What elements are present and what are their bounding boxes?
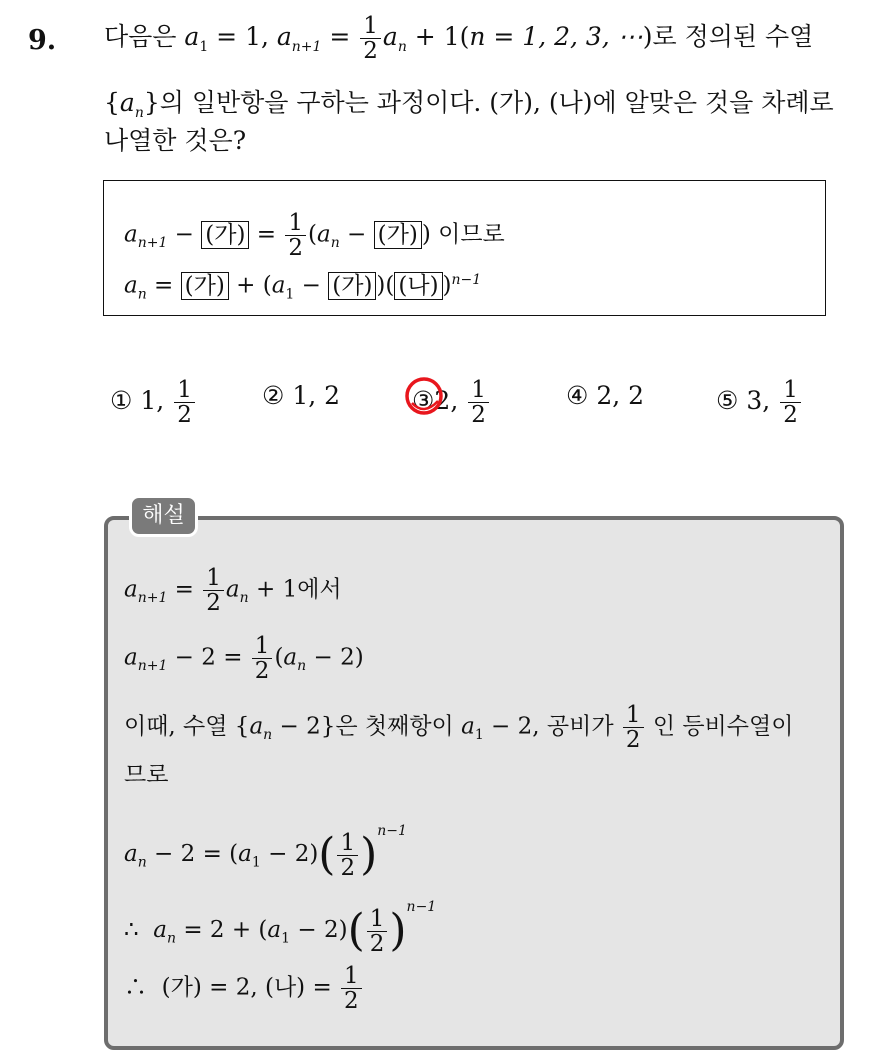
fraction: $\frac{1}{2}$	[285, 211, 306, 260]
fraction: $\frac{1}{2}$	[337, 831, 358, 880]
fraction: $\frac{1}{2}$	[780, 378, 801, 427]
fraction: $\frac{1}{2}$	[623, 703, 644, 752]
solution-line-5: $a_n - 2 = (a_1 - 2)$( $\frac{1}{2}$ )$^{n-1}$	[124, 823, 407, 881]
blank-na: (나)	[394, 272, 442, 300]
fraction: $\frac{1}{2}$	[360, 14, 381, 63]
derivation-line1-tail: 이므로	[438, 221, 505, 248]
choice-value: 1,	[140, 386, 165, 415]
solution-line-4: 므로	[124, 762, 169, 788]
solution-line-6: ∴ $a_n = 2 + (a_1 - 2)$( $\frac{1}{2}$ )$^{n-1}$	[124, 899, 437, 957]
problem-line1-prefix: 다음은	[104, 22, 177, 51]
solution-line-1: $a_{n+1}$ = $\frac{1}{2}$ $a_n + 1$에서	[124, 565, 342, 616]
problem-line2-suffix: 의 일반항을 구하는 과정이다. (가), (나)에 알맞은 것을 차례로	[159, 88, 834, 117]
blank-ga: (가)	[374, 221, 422, 249]
fraction: $\frac{1}{2}$	[367, 907, 388, 956]
sequence-range: n = 1, 2, 3, ⋯	[469, 22, 643, 51]
fraction: $\frac{1}{2}$	[252, 634, 273, 683]
problem-line-3: 나열한 것은?	[104, 126, 247, 155]
choice-mark: ③	[412, 386, 435, 415]
choice-mark: ④	[566, 381, 589, 410]
problem-line-2: $\{a_n\}$의 일반항을 구하는 과정이다. (가), (나)에 알맞은 것을 차례로	[104, 88, 834, 121]
solution-line-3: 이때, 수열 $\{a_n - 2\}$은 첫째항이 $a_1 - 2$, 공비가 $\frac{1}{2}$ 인 등비수열이	[124, 702, 794, 753]
choice-mark: ⑤	[716, 386, 739, 415]
selected-answer-circle-icon	[400, 372, 448, 420]
choice-value: 1, 2	[292, 381, 341, 410]
choice-4[interactable]	[566, 381, 644, 411]
blank-ga: (가)	[328, 272, 376, 300]
choice-value: 3,	[746, 386, 771, 415]
solution-tag: 해설	[129, 495, 198, 537]
choice-2[interactable]	[262, 381, 340, 411]
solution-line-7: ∴ (가) = 2, (나) = $\frac{1}{2}$	[124, 964, 364, 1013]
blank-ga: (가)	[181, 272, 229, 300]
choice-value: 2,	[434, 386, 459, 415]
fraction: $\frac{1}{2}$	[468, 378, 489, 427]
choice-1[interactable]	[110, 378, 197, 427]
blank-ga: (가)	[201, 221, 249, 249]
derivation-box	[103, 180, 826, 316]
choice-mark: ②	[262, 381, 285, 410]
derivation-line-2: $a_n$ = (가) + ($a_1$ − (가) )( (나) )$^{n-1}$	[124, 272, 482, 303]
solution-line-2: $a_{n+1} - 2$ = $\frac{1}{2}$ $(a_n - 2)$	[124, 633, 364, 684]
solution-line1-tail: 에서	[297, 576, 342, 603]
fraction: $\frac{1}{2}$	[341, 964, 362, 1013]
problem-line-1: 다음은 $a_1 = 1$, $a_{n+1}$ = $\frac{1}{2}$ $a_n + 1(n = 1$, 2, 3, ⋯)로 정의된 수열	[104, 13, 814, 64]
fraction: $\frac{1}{2}$	[174, 378, 195, 427]
choice-mark: ①	[110, 386, 133, 415]
fraction: $\frac{1}{2}$	[203, 566, 224, 615]
choice-5[interactable]	[716, 378, 803, 427]
derivation-line-1: $a_{n+1}$ − (가) = $\frac{1}{2}$ ($a_n$ − (가) ) 이므로	[124, 210, 505, 261]
problem-number: 9.	[28, 25, 57, 56]
choice-value: 2, 2	[596, 381, 645, 410]
problem-line1-suffix: 로 정의된 수열	[652, 22, 814, 51]
